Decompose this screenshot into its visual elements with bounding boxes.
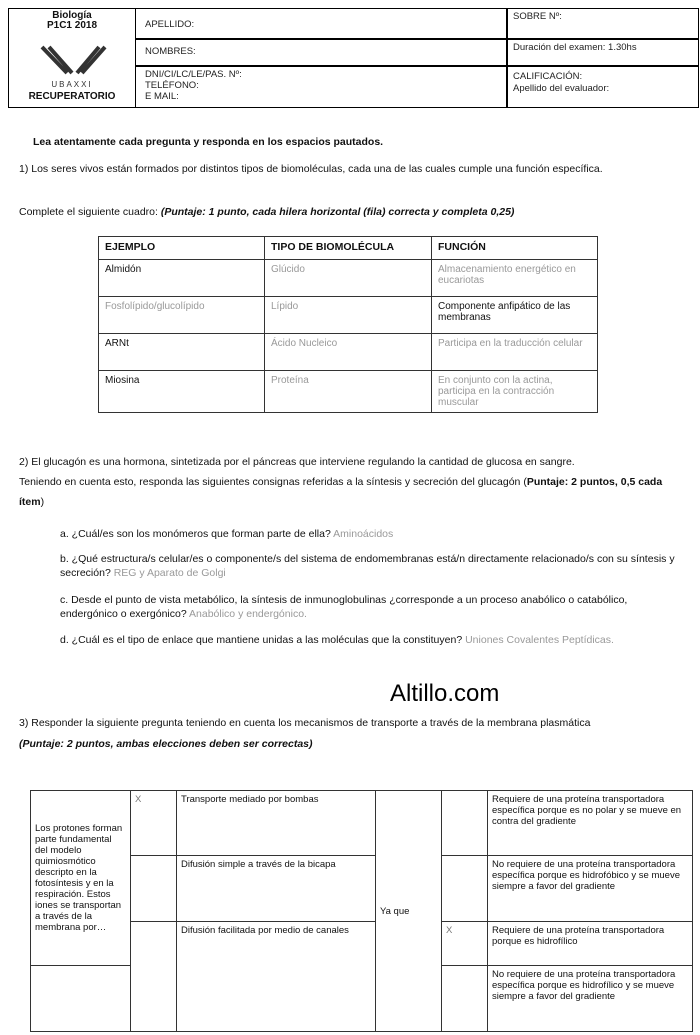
option-right-1-mark[interactable] [442,791,488,856]
answer-2a[interactable]: Aminoácidos [333,528,394,540]
option-left-2-mark[interactable] [131,856,177,922]
question-2a-text: a. ¿Cuál/es son los monómeros que forman parte de ella? [60,528,331,540]
column-header: TIPO DE BIOMOLÉCULA [265,237,432,260]
contact-fields[interactable] [145,69,242,102]
question-1-instruction [19,205,514,220]
question-1-instruction-text: Complete el siguiente cuadro: [19,206,158,218]
question-2b [60,552,685,580]
table-row [99,371,598,413]
question-2-line-2: Teniendo en cuenta esto, responda las siguientes consignas referidas a la síntesis y secreción del glucagón ( [19,476,527,488]
table-cell-answer[interactable]: Lípido [265,297,432,334]
table-cell-answer[interactable]: Proteína [265,371,432,413]
option-right-3: Requiere de una proteína transportadora porque es hidrofílico [488,922,693,966]
instructions: Lea atentamente cada pregunta y responda en los espacios pautados. [33,136,384,148]
table-cell-answer[interactable]: Glúcido [265,260,432,297]
answer-2d[interactable]: Uniones Covalentes Peptídicas. [465,634,614,646]
question-2b-text: b. ¿Qué estructura/s celular/es o componente/s del sistema de endomembranas está/n directamente relacionado/s con su síntesis y secreción? [60,553,675,579]
table-cell: Componente anfipático de las membranas [432,297,598,334]
calificacion-field[interactable]: CALIFICACIÓN: [513,71,583,82]
question-2-line-1: 2) El glucagón es una hormona, sintetizada por el páncreas que interviene regulando la cantidad de glucosa en sangre. [19,456,575,468]
question-2-text [19,452,689,512]
option-right-2-mark[interactable] [442,856,488,922]
table-cell-answer[interactable]: En conjunto con la actina, participa en la contracción muscular [432,371,598,413]
question-2c-text: c. Desde el punto de vista metabólico, la síntesis de inmunoglobulinas ¿corresponde a un proceso anabólico o catabólico, endergónico o exergónico? [60,594,628,620]
option-left-3: Difusión facilitada por medio de canales [177,922,376,1032]
evaluador-field[interactable]: Apellido del evaluador: [513,83,610,94]
header-divider [135,38,698,40]
course-label: Biología P1C1 2018 [46,10,98,31]
option-right-4-mark[interactable] [442,966,488,1032]
answer-2c[interactable]: Anabólico y endergónico. [189,608,307,620]
table-header-row [99,237,598,260]
option-left-1-mark[interactable]: X [131,791,177,856]
uba-emblem-icon [37,45,107,75]
table-cell: Miosina [99,371,265,413]
table-cell: Almidón [99,260,265,297]
telefono-field[interactable]: TELÉFONO: [145,80,199,91]
table-cell-answer[interactable]: Almacenamiento energético en eucariotas [432,260,598,297]
option-left-1: Transporte mediado por bombas [177,791,376,856]
apellido-field[interactable]: APELLIDO: [145,19,195,30]
question-3-text: 3) Responder la siguiente pregunta teniendo en cuenta los mecanismos de transporte a través de la membrana plasmática [19,717,591,729]
stem-continuation [31,966,131,1032]
question-1-points: (Puntaje: 1 punto, cada hilera horizontal (fila) correcta y completa 0,25) [160,206,515,218]
question-2-points: Puntaje: 2 puntos, 0,5 cada ítem [19,476,663,508]
table-row [31,856,693,922]
dni-field[interactable]: DNI/CI/LC/LE/PAS. Nº: [145,69,242,80]
question-2d [60,633,690,648]
option-left-2: Difusión simple a través de la bicapa [177,856,376,922]
grading-fields [513,71,609,95]
question-3-points: (Puntaje: 2 puntos, ambas elecciones deben ser correctas) [19,738,313,750]
table-cell: ARNt [99,334,265,371]
option-right-1: Requiere de una proteína transportadora específica porque es no polar y se mueve en contra del gradiente [488,791,693,856]
option-right-2: No requiere de una proteína transportadora específica porque es hidrofóbico y se mueve siempre a favor del gradiente [488,856,693,922]
table-cell-answer[interactable]: Participa en la traducción celular [432,334,598,371]
nombres-field[interactable]: NOMBRES: [145,46,196,57]
connector: Ya que [376,791,442,1032]
option-right-4: No requiere de una proteína transportadora específica porque es hidrofílico y se mueve siempre a favor del gradiente [488,966,693,1032]
table-row [99,260,598,297]
question-2c [60,593,680,621]
exam-header [8,8,699,108]
biomolecule-table [98,236,598,413]
table-row [99,334,598,371]
option-right-3-mark[interactable]: X [442,922,488,966]
sobre-field[interactable]: SOBRE Nº: [513,11,562,22]
column-header: EJEMPLO [99,237,265,260]
header-divider [135,65,698,67]
duracion-label: Duración del examen: 1.30hs [513,42,637,53]
university-label: UBAXXI [51,80,93,89]
table-row [31,922,693,966]
column-header: FUNCIÓN [432,237,598,260]
watermark: Altillo.com [390,680,500,707]
email-field[interactable]: E MAIL: [145,91,179,102]
question-2a [60,527,680,542]
transport-table [30,790,693,1032]
table-cell-answer[interactable]: Ácido Nucleico [265,334,432,371]
exam-type-label: RECUPERATORIO [28,91,116,102]
question-1-text: 1) Los seres vivos están formados por distintos tipos de biomoléculas, cada una de las cuales cumple una función específica. [19,163,603,175]
question-2-close: ) [40,496,45,508]
table-row [31,791,693,856]
option-left-3-mark[interactable] [131,922,177,1032]
header-logo-cell [9,9,136,107]
table-row [99,297,598,334]
question-3-stem: Los protones forman parte fundamental del modelo quimiosmótico descripto en la fotosíntesis y en la respiración. Estos iones se transportan a través de la membrana por… [31,791,131,966]
table-cell-answer[interactable]: Fosfolípido/glucolípido [99,297,265,334]
question-2d-text: d. ¿Cuál es el tipo de enlace que mantiene unidas a las moléculas que la constituyen? [60,634,463,646]
answer-2b[interactable]: REG y Aparato de Golgi [113,567,226,579]
header-divider [506,9,508,107]
